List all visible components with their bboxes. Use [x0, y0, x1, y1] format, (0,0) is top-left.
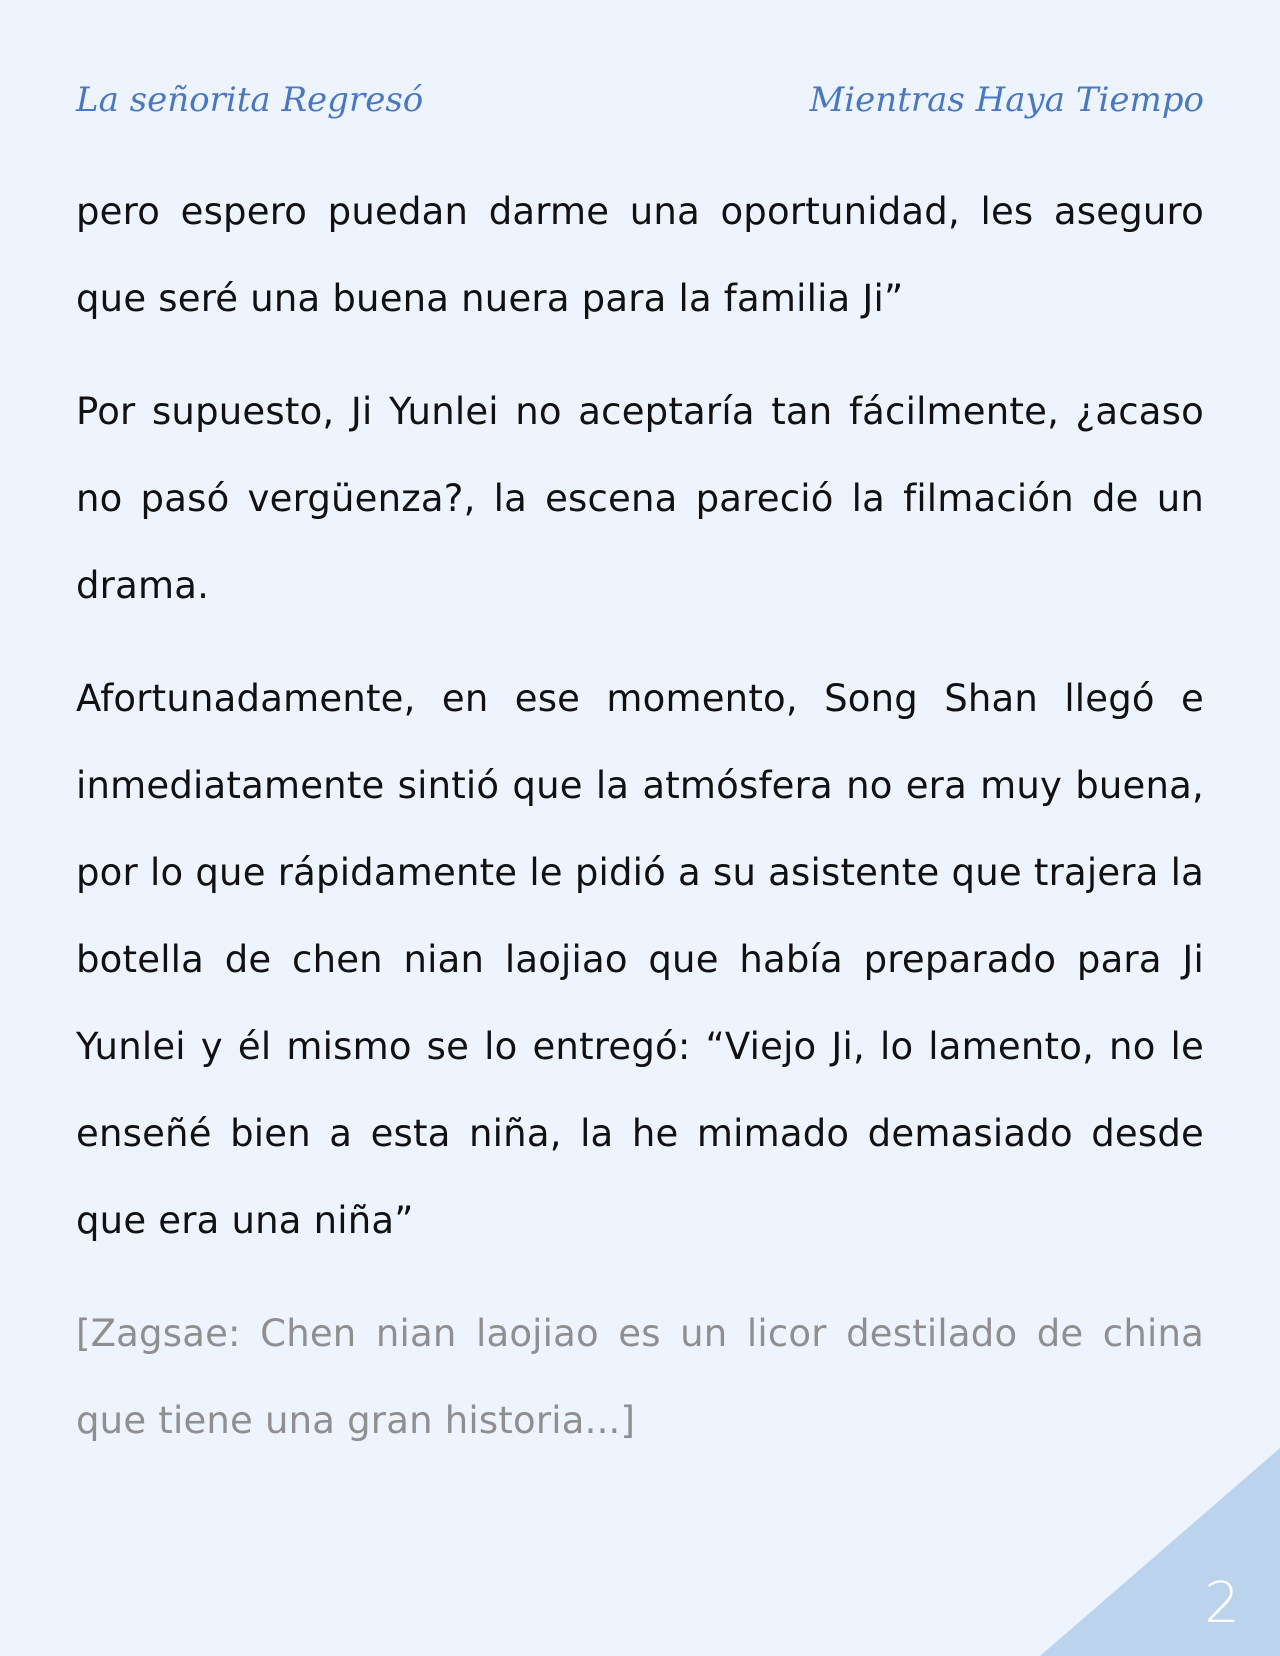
- page-body: [76, 168, 1204, 1490]
- series-title: Mientras Haya Tiempo: [809, 80, 1204, 120]
- paragraph-3: Afortunadamente, en ese momento, Song Shan llegó e inmediatamente sintió que la atmósfera no era muy buena, por lo que rápidamente le pidió a su asistente que trajera la botella de chen nian laojiao que había preparado para Ji Yunlei y él mismo se lo entregó: “Viejo Ji, lo lamento, no le enseñé bien a esta niña, la he mimado demasiado desde que era una niña”: [76, 677, 1204, 1242]
- page-header: [76, 70, 1204, 130]
- corner-triangle-decoration: [1040, 1448, 1280, 1656]
- page-number: 2: [1204, 1571, 1240, 1636]
- paragraph-1: pero espero puedan darme una oportunidad, les aseguro que seré una buena nuera para la familia Ji”: [76, 190, 1204, 320]
- book-title: La señorita Regresó: [76, 80, 424, 120]
- paragraph-2: Por supuesto, Ji Yunlei no aceptaría tan fácilmente, ¿acaso no pasó vergüenza?, la escena pareció la filmación de un drama.: [76, 390, 1204, 607]
- translator-note: [Zagsae: Chen nian laojiao es un licor destilado de china que tiene una gran historia...]: [76, 1312, 1204, 1442]
- corner-triangle: [1040, 1448, 1280, 1656]
